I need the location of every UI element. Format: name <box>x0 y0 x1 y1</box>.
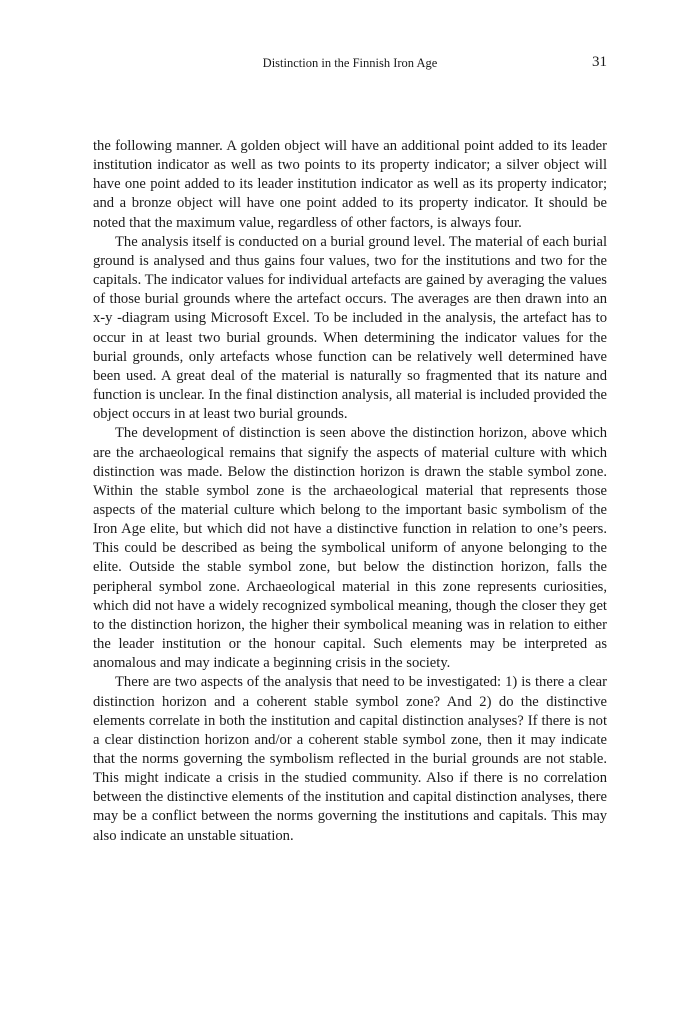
paragraph-3: The development of distinction is seen above the distinction horizon, above which are the archaeological remains that signify the aspects of material culture with which distinction was made. Below the distinction horizon is drawn the stable symbol zone. Within the stable symbol zone is the archaeological material that represents those aspects of the material culture which belong to the important basic symbolism of the Iron Age elite, but which did not have a distinctive function in relation to one’s peers. This could be described as being the symbolical uniform of anyone belonging to the elite. Outside the stable symbol zone, but below the distinction horizon, falls the peripheral symbol zone. Archaeological material in this zone represents curiosities, which did not have a widely recognized symbolical meaning, though the closer they get to the distinction horizon, the higher their symbolical meaning was in relation to either the leader institution or the honour capital. Such elements may be interpreted as anomalous and may indicate a beginning crisis in the society. <box>93 425 607 672</box>
page-number: 31 <box>592 54 607 70</box>
running-title: Distinction in the Finnish Iron Age <box>262 56 438 70</box>
running-head <box>93 54 607 74</box>
paragraph-2: The analysis itself is conducted on a burial ground level. The material of each burial ground is analysed and thus gains four values, two for the institutions and two for the capitals. The indicator values for individual artefacts are gained by averaging the values of those burial grounds where the artefact occurs. The averages are then drawn into an x-y -diagram using Microsoft Excel. To be included in the analysis, the artefact has to occur in at least two burial grounds. When determining the indicator values for the burial grounds, only artefacts whose function can be relatively well determined have been used. A great deal of the material is naturally so fragmented that its nature and function is unclear. In the final distinction analysis, all material is included provided the object occurs in at least two burial grounds. <box>93 233 607 423</box>
paragraph-4: There are two aspects of the analysis that need to be investigated: 1) is there a clear distinction horizon and a coherent stable symbol zone? And 2) do the distinctive elements correlate in both the institution and capital distinction analyses? If there is not a clear distinction horizon and/or a coherent stable symbol zone, then it may indicate that the norms governing the symbolism reflected in the burial grounds are not stable. This might indicate a crisis in the studied community. Also if there is no correlation between the distinctive elements of the institution and capital distinction analyses, there may be a conflict between the norms governing the institutions and capitals. This may also indicate an unstable situation. <box>93 674 607 844</box>
paragraph-1: the following manner. A golden object will have an additional point added to its leader institution indicator as well as two points to its property indicator; a silver object will have one point added to its leader institution indicator as well as its property indicator; and a bronze object will have one point added to its property indicator. It should be noted that the maximum value, regardless of other factors, is always four. <box>93 138 607 231</box>
body-text <box>93 137 607 846</box>
